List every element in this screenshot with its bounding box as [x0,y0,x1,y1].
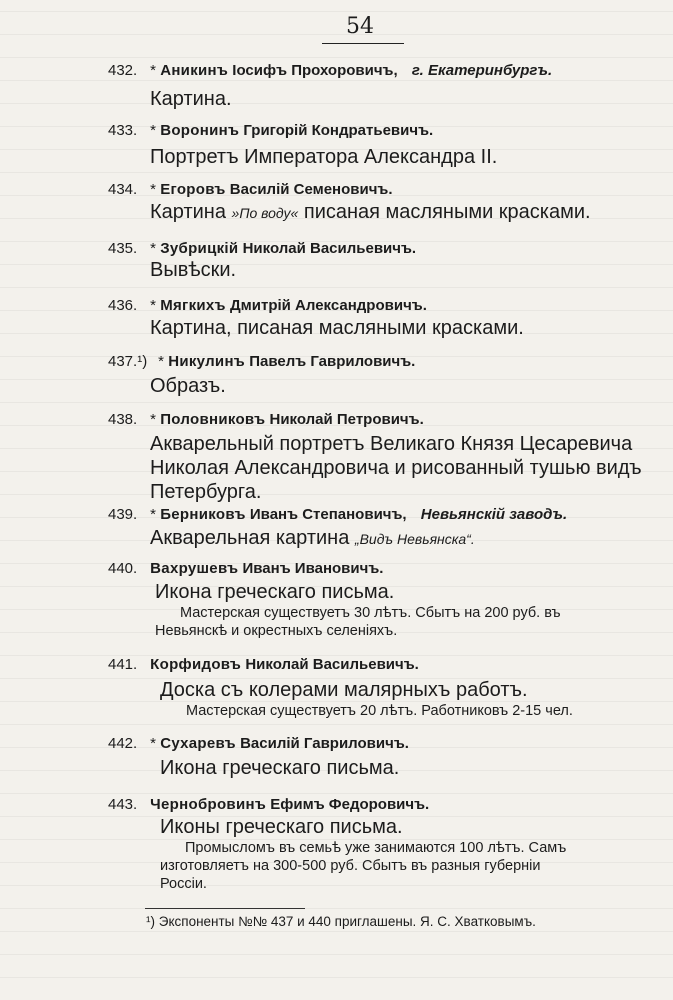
entry-title: Икона греческаго письма. [155,581,395,603]
entry-title-line: Петербурга. [150,481,262,503]
page-number: 54 [346,14,374,39]
entry-note-line: Мастерская существуетъ 30 лѣтъ. Сбытъ на 200 руб. въ [180,605,561,621]
footnote: ¹) Экспоненты №№ 437 и 440 приглашены. Я. С. Хватковымъ. [146,914,536,929]
entry-title: Вывѣски. [150,259,237,281]
entry-heading: 437.¹) * Никулинъ Павелъ Гавриловичъ. [108,353,416,370]
entry-title-line: Акварельный портретъ Великаго Князя Цесаревича [150,433,633,455]
entry-title: Картина, писаная масляными красками. [150,317,524,339]
entry-heading: 438. * Половниковъ Николай Петровичъ. [108,411,424,428]
entry-title: Образъ. [150,375,226,397]
entry-heading: 441. Корфидовъ Николай Васильевичъ. [108,656,419,673]
entry-title: Картина. [150,88,232,110]
entry-title: Доска съ колерами малярныхъ работъ. [160,679,528,701]
entry-note-line: Промысломъ въ семьѣ уже занимаются 100 лѣтъ. Самъ [185,840,567,856]
entry-heading: 433. * Воронинъ Григорій Кондратьевичъ. [108,122,434,139]
entry-title: Портретъ Императора Александра II. [150,146,498,168]
entry-note-line: изготовляетъ на 300-500 руб. Сбытъ въ разныя губерніи [160,858,541,874]
entry-heading: 432. * Аникинъ Іосифъ Прохоровичъ, г. Екатеринбургъ. [108,62,553,79]
entry-title: Иконы греческаго письма. [160,816,403,838]
entry-note-line: Невьянскѣ и окрестныхъ селеніяхъ. [155,623,398,639]
entry-heading: 442. * Сухаревъ Василій Гавриловичъ. [108,735,409,752]
entry-heading: 436. * Мягкихъ Дмитрій Александровичъ. [108,297,427,314]
entry-heading: 439. * Берниковъ Иванъ Степановичъ, Невьянскій заводъ. [108,506,568,523]
entry-heading: 434. * Егоровъ Василій Семеновичъ. [108,181,393,198]
entry-title: Картина »По воду« писаная масляными красками. [150,201,591,223]
entry-title: Икона греческаго письма. [160,757,400,779]
entry-title-line: Николая Александровича и рисованный тушью видъ [150,457,642,479]
page-number-rule [322,43,404,44]
entry-heading: 435. * Зубрицкій Николай Васильевичъ. [108,240,417,257]
entry-note-line: Мастерская существуетъ 20 лѣтъ. Работниковъ 2-15 чел. [186,703,573,719]
entry-note-line: Россіи. [160,876,207,892]
entry-heading: 440. Вахрушевъ Иванъ Ивановичъ. [108,560,384,577]
entry-title: Акварельная картина „Видъ Невьянска“. [150,527,475,549]
entry-heading: 443. Чернобровинъ Ефимъ Федоровичъ. [108,796,430,813]
footnote-rule [145,908,305,909]
